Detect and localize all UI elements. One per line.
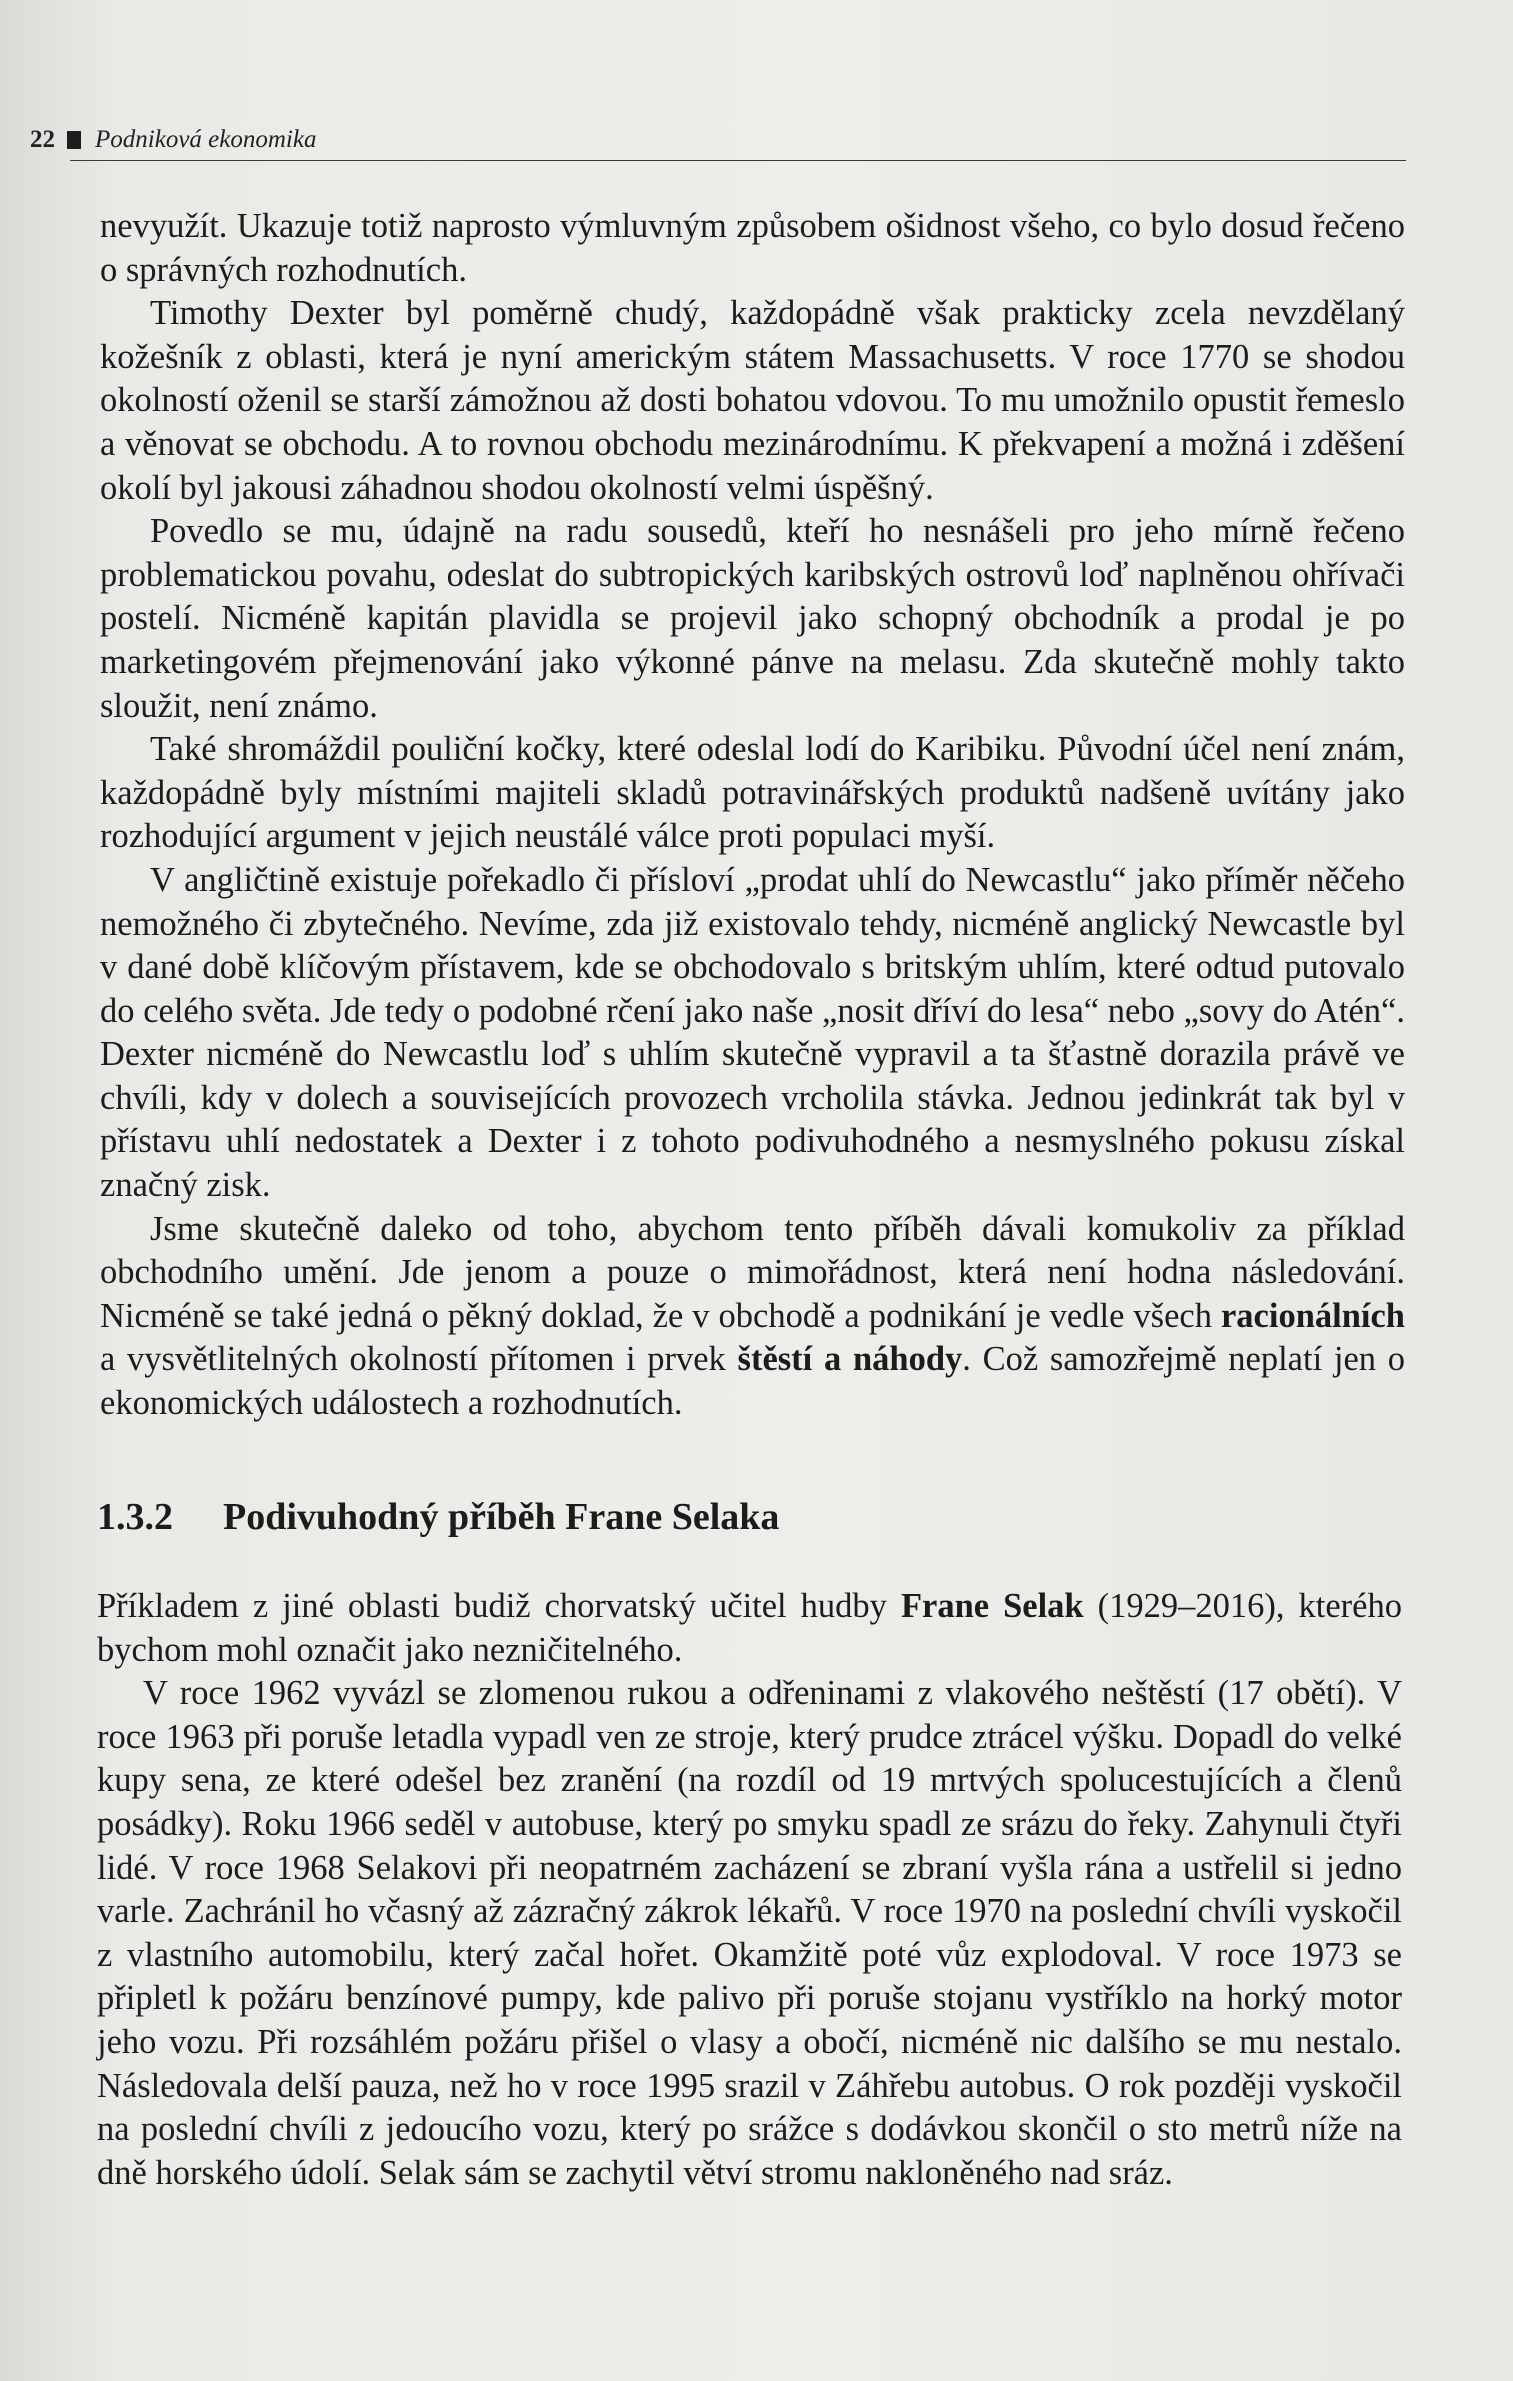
paragraph-cats: Také shromáždil pouliční kočky, které odeslal lodí do Karibiku. Původní účel není znám, každopádně byly místními majiteli skladů potravinářských produktů nadšeně uvítány jako rozhodující argument v jejich neustálé válce proti populaci myší. [100,730,1405,856]
paragraph-dexter-intro: Timothy Dexter byl poměrně chudý, každopádně však prakticky zcela nevzdělaný kožešník z oblasti, která je nyní americkým státem Massachusetts. V roce 1770 se shodou okolností oženil se starší zámožnou až dosti bohatou vdovou. To mu umožnilo opustit řemeslo a věnovat se obchodu. A to rovnou obchodu mezinárodnímu. K překvapení a možná i zděšení okolí byl jakousi záhadnou shodou okolností velmi úspěšný. [100,294,1405,507]
paragraph-selak-accidents: V roce 1962 vyvázl se zlomenou rukou a odřeninami z vlakového neštěstí (17 obětí). V roce 1963 při poruše letadla vypadl ven ze stroje, který prudce ztrácel výšku. Dopadl do velké kupy sena, ze které odešel bez zranění (na rozdíl od 19 mrtvých spolucestujících a členů posádky). Roku 1966 seděl v autobuse, který po smyku spadl ze srázu do řeky. Zahynuli čtyři lidé. V roce 1968 Selakovi při neopatrném zacházení se zbraní vyšla rána a ustřelil si jedno varle. Zachránil ho včasný až zázračný zákrok lékařů. V roce 1970 na poslední chvíli vyskočil z vlastního automobilu, který začal hořet. Okamžitě poté vůz explodoval. V roce 1973 se připletl k požáru benzínové pumpy, kde palivo při poruše stojanu vystříklo na horký motor jeho vozu. Při rozsáhlém požáru přišel o vlasy a obočí, nicméně nic dalšího se mu nestalo. Následovala delší pauza, než ho v roce 1995 srazil v Záhřebu autobus. O rok později vyskočil na poslední chvíli z jedoucího vozu, který po srážce s dodávkou skončil o sto metrů níže na dně horského údolí. Selak sám se zachytil větví stromu nakloněného nad sráz. [97,1674,1402,2192]
paragraph-newcastle: V angličtině existuje pořekadlo či přísloví „prodat uhlí do Newcastlu“ jako příměr něčeho nemožného či zbytečného. Nevíme, zda již existovalo tehdy, nicméně anglický Newcastle byl v dané době klíčovým přístavem, kde se obchodovalo s britským uhlím, které odtud putovalo do celého světa. Jde tedy o podobné rčení jako naše „nosit dříví do lesa“ nebo „sovy do Atén“. Dexter nicméně do Newcastlu loď s uhlím skutečně vypravil a ta šťastně dorazila právě ve chvíli, kdy v dolech a souvisejících provozech vrcholila stávka. Jednou jedinkrát tak byl v přístavu uhlí nedostatek a Dexter i z tohoto podivuhodného a nesmyslného pokusu získal značný zisk. [100,860,1405,1205]
conclusion-bold-luck: štěstí a náhody [737,1340,963,1379]
paragraph-continuation: nevyužít. Ukazuje totiž naprosto výmluvným způsobem ošidnost všeho, co bylo dosud řečeno o správných rozhodnutích. [100,207,1405,289]
selak-intro-text-2: (1929–2016), kterého bychom mohl označit jako nezničitelného. [97,1587,1402,1669]
selak-name-bold: Frane Selak [900,1587,1084,1625]
header-rule [70,160,1406,161]
conclusion-bold-rational: racionálních [1220,1296,1405,1335]
section-number: 1.3.2 [97,1496,173,1538]
section-title: Podivuhodný příběh Frane Selaka [223,1496,780,1538]
paragraph-conclusion [100,1208,1405,1426]
section-heading [97,1492,1397,1542]
black-square-icon [67,131,81,149]
page-number: 22 [30,126,55,153]
body-text-section-b [97,1585,1402,2195]
running-header [30,118,1410,162]
paragraph-bed-warmers: Povedlo se mu, údajně na radu sousedů, kteří ho nesnášeli pro jeho mírně řečeno problematickou povahu, odeslat do subtropických karibských ostrovů loď naplněnou ohřívači postelí. Nicméně kapitán plavidla se projevil jako schopný obchodník a prodal je po marketingovém přejmenování jako výkonné pánve na melasu. Zda skutečně mohly takto sloužit, není známo. [100,512,1405,725]
conclusion-text-3: . Což samozřejmě neplatí jen o ekonomických událostech a rozhodnutích. [100,1340,1405,1423]
conclusion-text-1: Jsme skutečně daleko od toho, abychom tento příběh dávali komukoliv za příklad obchodního umění. Jde jenom a pouze o mimořádnost, která není hodna následování. Nicméně se také jedná o pěkný doklad, že v obchodě a podnikání je vedle všech [100,1209,1405,1335]
conclusion-text-2: a vysvětlitelných okolností přítomen i prvek [100,1340,738,1379]
paragraph-selak-intro [97,1585,1402,1672]
book-title: Podniková ekonomika [95,126,317,153]
body-text-section-a [100,205,1405,1426]
selak-intro-text-1: Příkladem z jiné oblasti budiž chorvatský učitel hudby [97,1587,901,1625]
